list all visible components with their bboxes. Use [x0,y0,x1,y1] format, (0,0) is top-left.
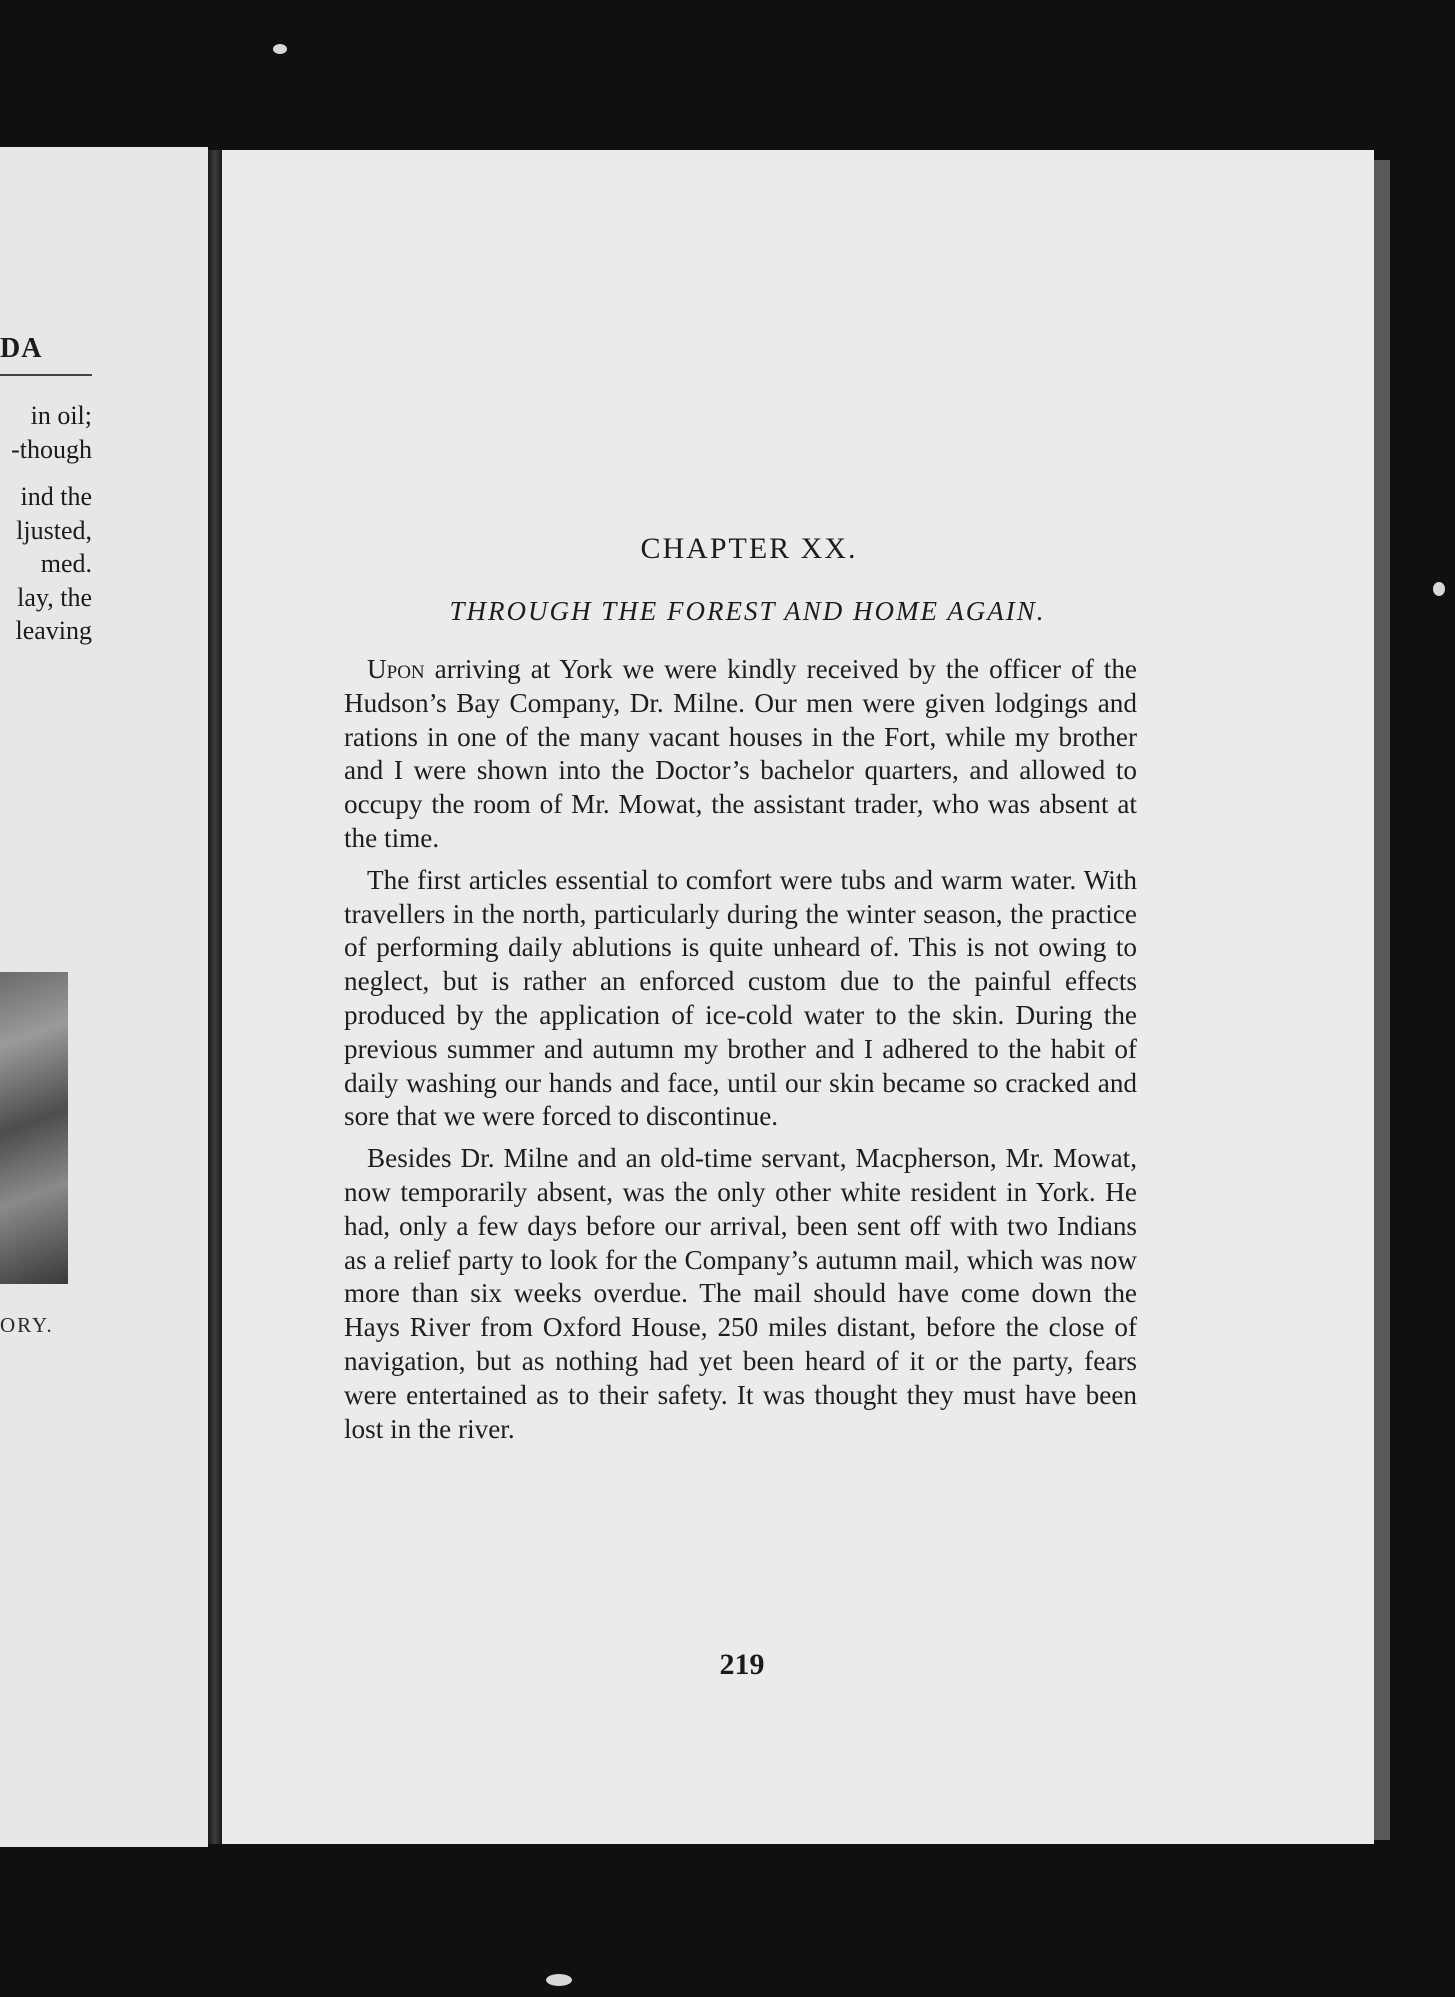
chapter-body [344,653,1137,1454]
left-text-line: med. [40,549,92,578]
paragraph-text: Besides Dr. Milne and an old-time servant, Macpherson, Mr. Mowat, now temporarily absent, was the only other white resident in York. He had, only a few days before our arrival, been sent off with two Indians as a relief party to look for the Company’s autumn mail, which was now more than six weeks overdue. The mail should have come down the Hays River from Oxford House, 250 miles distant, before the close of navigation, but as nothing had yet been heard of it or the party, fears were entertained as to their safety. It was thought they must have been lost in the river. [344,1143,1137,1444]
chapter-subtitle: THROUGH THE FOREST AND HOME AGAIN. [449,596,1046,626]
chapter-title: CHAPTER XX. [640,532,858,565]
left-page-running-header: DA [0,333,43,364]
paragraph-text: The first articles essential to comfort were tubs and warm water. With travellers in the north, particularly during the winter season, the practice of performing daily ablutions is quite unheard of. This is not owing to neglect, but is rather an enforced custom due to the painful effects produced by the application of ice-cold water to the skin. During the previous summer and autumn my brother and I adhered to the habit of daily washing our hands and face, until our skin became so cracked and sore that we were forced to discontinue. [344,864,1137,1132]
left-page-text [11,399,92,648]
right-page [222,150,1374,1844]
left-text-line: lay, the [17,582,92,612]
page-number: 219 [719,1648,765,1681]
photo-caption: ORY. [0,1313,54,1337]
photo-illustration [0,972,68,1284]
left-text-line: leaving [15,616,92,645]
paragraph-gap [11,466,92,480]
left-page [0,147,208,1847]
scan-speck [273,44,287,54]
header-rule [0,374,92,376]
paragraph [344,864,1137,1134]
left-text-line: ind the [20,482,92,511]
paragraph [344,653,1137,856]
book-spine [208,150,222,1844]
paragraph-lead-word: Upon [367,654,425,684]
scan-speck [1433,582,1445,596]
left-text-line: -though [11,434,92,464]
left-text-line: in oil; [30,401,92,430]
paragraph-text: arriving at York we were kindly received by the officer of the Hudson’s Bay Company, Dr. Milne. Our men were given lodgings and rations in one of the many vacant houses in the Fort, while my brother and I were shown into the Doctor’s bachelor quarters, and allowed to occupy the room of Mr. Mowat, the assistant trader, who was absent at the time. [344,654,1137,853]
page-block-edge [1374,160,1390,1840]
scan-speck [546,1974,572,1986]
paragraph [344,1142,1137,1446]
left-text-line: ljusted, [16,515,92,545]
